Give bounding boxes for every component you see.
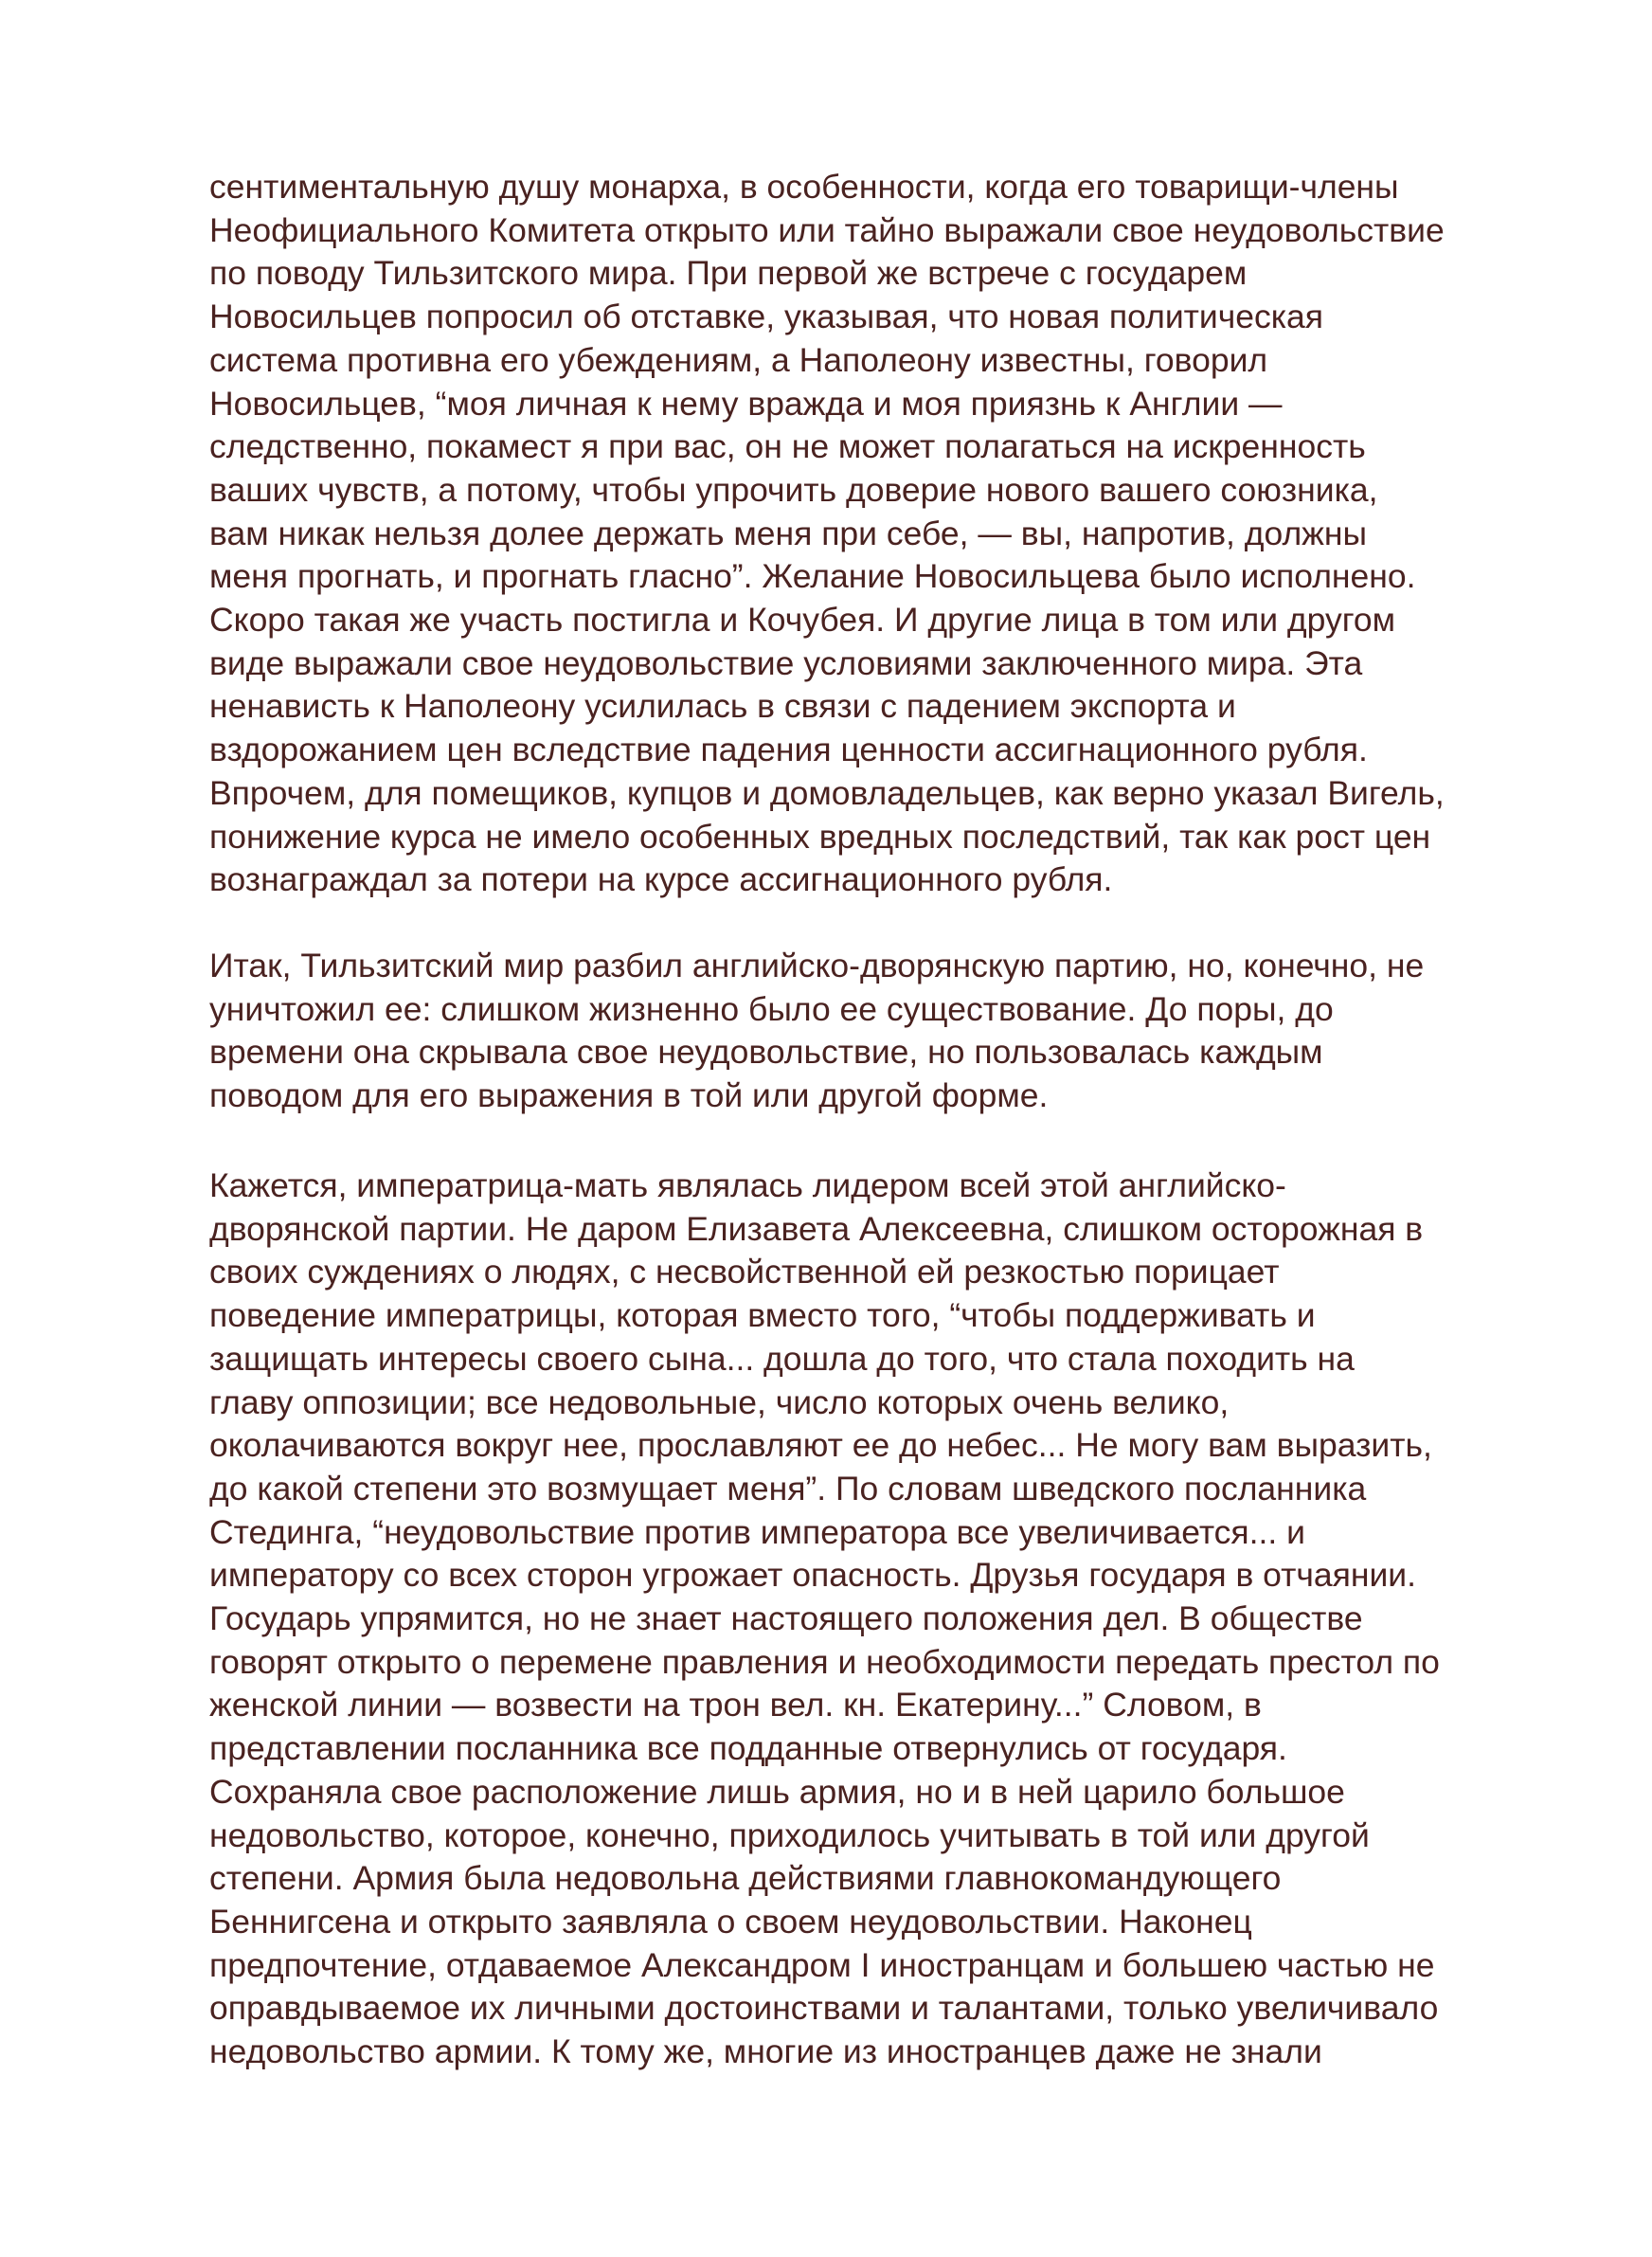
text-line: представлении посланника все подданные отвернулись от государя. <box>209 1729 1287 1768</box>
text-line: говорят открыто о перемене правления и необходимости передать престол по <box>209 1642 1440 1681</box>
text-line: ваших чувств, а потому, чтобы упрочить доверие нового вашего союзника, <box>209 470 1378 509</box>
text-line: виде выражали свое неудовольствие условиями заключенного мира. Эта <box>209 643 1363 682</box>
text-line: уничтожил ее: слишком жизненно было ее существование. До поры, до <box>209 989 1334 1028</box>
text-line: вознаграждал за потери на курсе ассигнационного рубля. <box>209 860 1113 899</box>
text-line: защищать интересы своего сына... дошла до того, что стала походить на <box>209 1339 1355 1378</box>
text-line: Новосильцев попросил об отставке, указывая, что новая политическая <box>209 298 1324 336</box>
text-line: Стединга, “неудовольствие против императора все увеличивается... и <box>209 1512 1305 1551</box>
text-line: дворянской партии. Не даром Елизавета Алексеевна, слишком осторожная в <box>209 1209 1424 1248</box>
text-line: сентиментальную душу монарха, в особенности, когда его товарищи-члены <box>209 168 1399 206</box>
text-line: Кажется, императрица-мать являлась лидером всей этой английско- <box>209 1166 1286 1204</box>
text-line: поводом для его выражения в той или другой форме. <box>209 1076 1049 1115</box>
text-line: Сохраняла свое расположение лишь армия, но и в ней царило большое <box>209 1772 1345 1811</box>
text-line: Государь упрямится, но не знает настоящего положения дел. В обществе <box>209 1599 1363 1638</box>
paragraph-1 <box>209 166 1535 902</box>
text-line: своих суждениях о людях, с несвойственной ей резкостью порицает <box>209 1253 1280 1291</box>
text-line: меня прогнать, и прогнать гласно”. Желание Новосильцева было исполнено. <box>209 557 1416 596</box>
text-line: недовольство, которое, конечно, приходилось учитывать в той или другой <box>209 1815 1370 1854</box>
text-line: главу оппозиции; все недовольные, число которых очень велико, <box>209 1382 1230 1421</box>
text-line: по поводу Тильзитского мира. При первой же встрече с государем <box>209 254 1248 293</box>
paragraph-3 <box>209 1165 1535 2074</box>
text-line: Скоро такая же участь постигла и Кочубея. И другие лица в том или другом <box>209 601 1396 640</box>
text-line: вздорожанием цен вследствие падения ценности ассигнационного рубля. <box>209 731 1368 769</box>
text-line: женской линии — возвести на трон вел. кн. Екатерину...” Словом, в <box>209 1686 1262 1724</box>
text-line: недовольство армии. К тому же, многие из иностранцев даже не знали <box>209 2032 1322 2071</box>
text-line: понижение курса не имело особенных вредных последствий, так как рост цен <box>209 817 1431 856</box>
text-line: околачиваются вокруг нее, прославляют ее до небес... Не могу вам выразить, <box>209 1426 1432 1465</box>
text-line: ненависть к Наполеону усилилась в связи с падением экспорта и <box>209 687 1236 726</box>
text-line: времени она скрывала свое неудовольствие, но пользовалась каждым <box>209 1033 1323 1072</box>
text-line: Неофициального Комитета открыто или тайно выражали свое неудовольствие <box>209 210 1445 249</box>
text-line: императору со всех сторон угрожает опасность. Друзья государя в отчаянии. <box>209 1556 1416 1595</box>
text-line: Новосильцев, “моя личная к нему вражда и моя приязнь к Англии — <box>209 384 1283 423</box>
text-line: Беннигсена и открыто заявляла о своем неудовольствии. Наконец <box>209 1902 1252 1941</box>
text-line: оправдываемое их личными достоинствами и талантами, только увеличивало <box>209 1989 1439 2028</box>
text-line: следственно, покамест я при вас, он не может полагаться на искренность <box>209 427 1366 466</box>
text-line: система противна его убеждениям, а Наполеону известны, говорил <box>209 340 1268 379</box>
text-line: поведение императрицы, которая вместо того, “чтобы поддерживать и <box>209 1296 1316 1335</box>
text-line: степени. Армия была недовольна действиями главнокомандующего <box>209 1859 1282 1898</box>
text-line: Впрочем, для помещиков, купцов и домовладельцев, как верно указал Вигель, <box>209 773 1445 812</box>
paragraph-2 <box>209 945 1535 1118</box>
text-line: предпочтение, отдаваемое Александром I иностранцам и большею частью не <box>209 1945 1435 1984</box>
text-line: Итак, Тильзитский мир разбил английско-дворянскую партию, но, конечно, не <box>209 947 1425 984</box>
text-line: до какой степени это возмущает меня”. По словам шведского посланника <box>209 1469 1367 1508</box>
text-line: вам никак нельзя долее держать меня при себе, — вы, напротив, должны <box>209 514 1368 552</box>
